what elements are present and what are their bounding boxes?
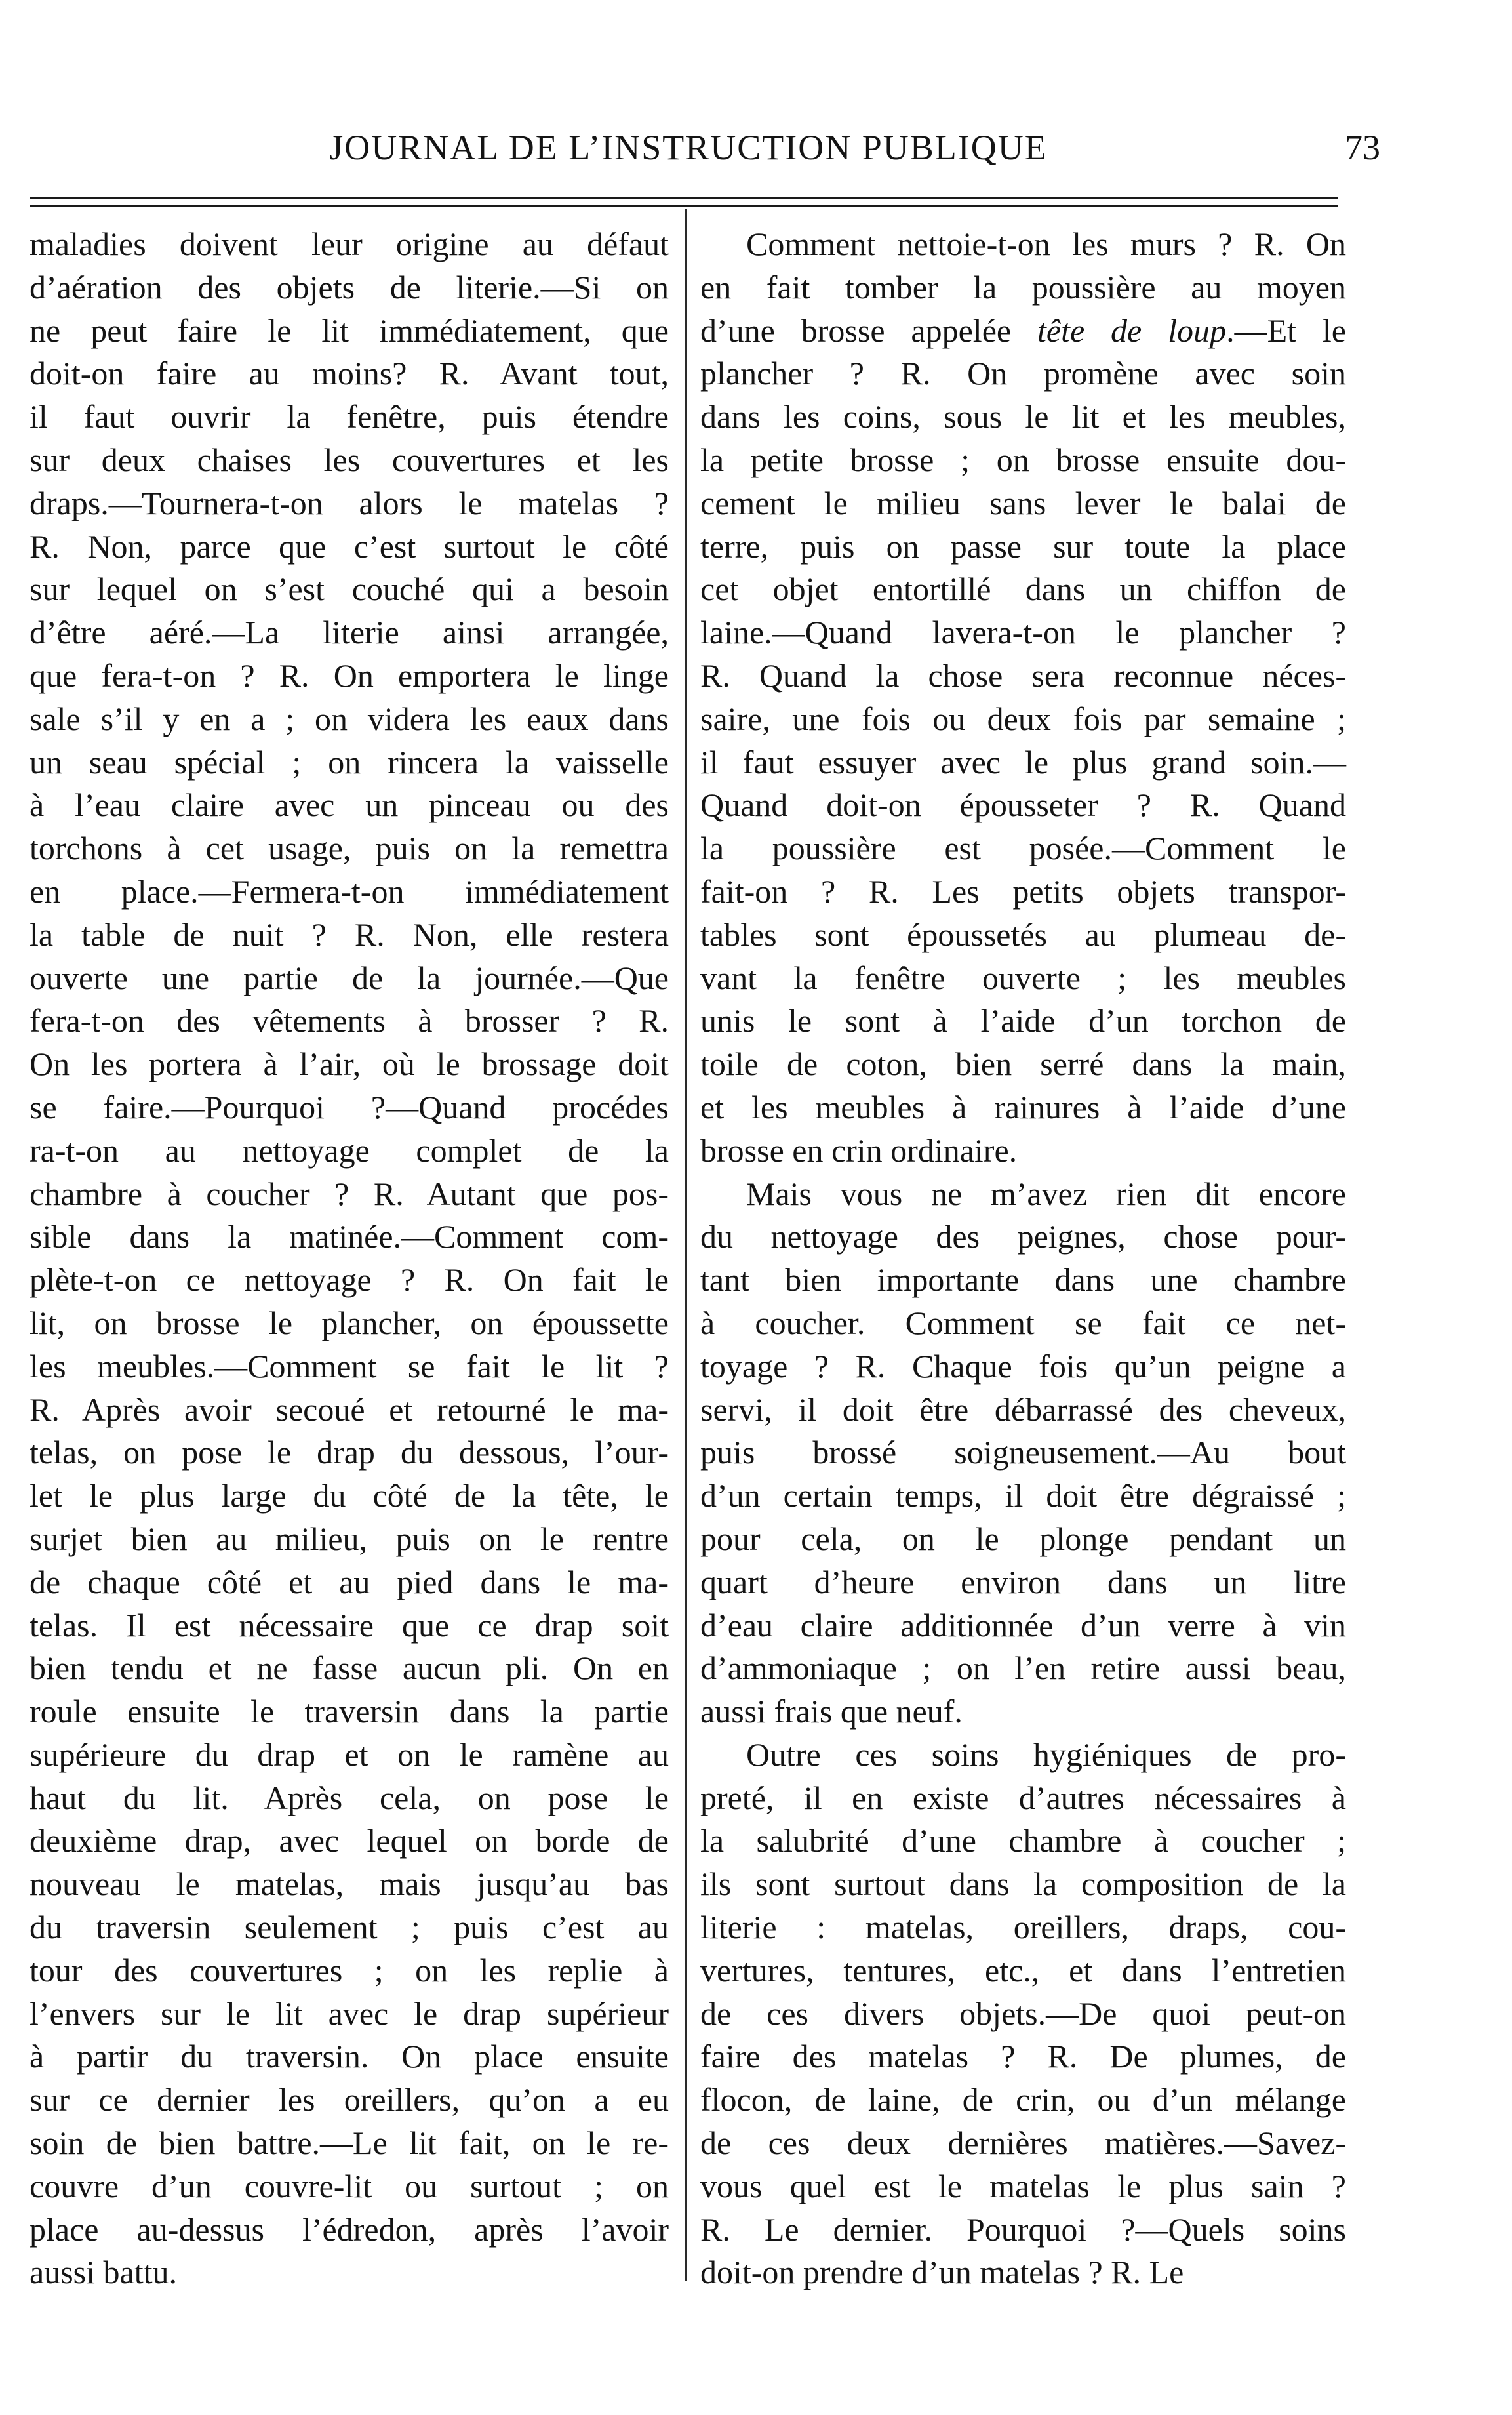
left-column-line: maladies doivent leur origine au défaut bbox=[30, 226, 669, 262]
right-column-line: pour cela, on le plonge pendant un bbox=[700, 1520, 1346, 1557]
left-column-line: telas, on pose le drap du dessous, l’our- bbox=[30, 1434, 669, 1471]
right-column-line: Outre ces soins hygiéniques de pro- bbox=[746, 1735, 1346, 1773]
right-column-line: tables sont époussetés au plumeau de- bbox=[700, 916, 1346, 953]
left-column-line: l’envers sur le lit avec le drap supérieur bbox=[30, 1995, 669, 2032]
right-column-line: aussi frais que neuf. bbox=[700, 1693, 963, 1730]
right-column-line: tant bien importante dans une chambre bbox=[700, 1261, 1346, 1299]
right-column-line: de ces deux dernières matières.—Savez- bbox=[700, 2124, 1346, 2162]
left-column-line: roule ensuite le traversin dans la partie bbox=[30, 1693, 669, 1730]
left-column-line: sur ce dernier les oreillers, qu’on a eu bbox=[30, 2081, 669, 2119]
right-column-line: unis le sont à l’aide d’un torchon de bbox=[700, 1002, 1346, 1040]
right-column-line: il faut essuyer avec le plus grand soin.— bbox=[700, 743, 1346, 781]
left-column-line: ne peut faire le lit immédiatement, que bbox=[30, 312, 669, 349]
left-column-line: les meubles.—Comment se fait le lit ? bbox=[30, 1347, 669, 1385]
right-column-line: flocon, de laine, de crin, ou d’un mélange bbox=[700, 2081, 1346, 2119]
page-header bbox=[0, 128, 1512, 187]
left-column-line: torchons à cet usage, puis on la remettra bbox=[30, 830, 669, 867]
right-column-line: cet objet entortillé dans un chiffon de bbox=[700, 571, 1346, 608]
left-column-line: chambre à coucher ? R. Autant que pos- bbox=[30, 1175, 669, 1212]
left-column-line: ouverte une partie de la journée.—Que bbox=[30, 959, 669, 996]
right-column-line: du nettoyage des peignes, chose pour- bbox=[700, 1218, 1346, 1255]
right-column-line: d’eau claire additionnée d’un verre à vin bbox=[700, 1606, 1346, 1644]
left-column-line: nouveau le matelas, mais jusqu’au bas bbox=[30, 1865, 669, 1903]
right-column-line: R. Quand la chose sera reconnue néces- bbox=[700, 657, 1346, 694]
right-column-line: quart d’heure environ dans un litre bbox=[700, 1563, 1346, 1600]
right-column-line: la salubrité d’une chambre à coucher ; bbox=[700, 1822, 1346, 1859]
left-column-line: sur deux chaises les couvertures et les bbox=[30, 441, 669, 478]
right-column-line: plancher ? R. On promène avec soin bbox=[700, 355, 1346, 392]
right-column-line: vous quel est le matelas le plus sain ? bbox=[700, 2167, 1346, 2204]
right-column-line: Mais vous ne m’avez rien dit encore bbox=[746, 1175, 1346, 1212]
left-column-line: bien tendu et ne fasse aucun pli. On en bbox=[30, 1650, 669, 1687]
left-column-line: un seau spécial ; on rincera la vaisselle bbox=[30, 743, 669, 781]
right-column-line: de ces divers objets.—De quoi peut-on bbox=[700, 1995, 1346, 2032]
left-column-line: ra-t-on au nettoyage complet de la bbox=[30, 1131, 669, 1169]
right-column-line: R. Le dernier. Pourquoi ?—Quels soins bbox=[700, 2210, 1346, 2248]
right-column-line: d’ammoniaque ; on l’en retire aussi beau, bbox=[700, 1650, 1346, 1687]
page-number: 73 bbox=[1345, 128, 1380, 167]
header-rule-bottom bbox=[30, 205, 1338, 207]
right-column-line: laine.—Quand lavera-t-on le plancher ? bbox=[700, 614, 1346, 651]
left-column-line: d’être aéré.—La literie ainsi arrangée, bbox=[30, 614, 669, 651]
left-column-line: haut du lit. Après cela, on pose le bbox=[30, 1779, 669, 1816]
left-column-line: sible dans la matinée.—Comment com- bbox=[30, 1218, 669, 1255]
right-column-line: ils sont surtout dans la composition de la bbox=[700, 1865, 1346, 1903]
right-column-line: et les meubles à rainures à l’aide d’une bbox=[700, 1088, 1346, 1126]
left-column-line: à l’eau claire avec un pinceau ou des bbox=[30, 786, 669, 824]
left-column-line: lit, on brosse le plancher, on époussette bbox=[30, 1304, 669, 1341]
left-column-line: du traversin seulement ; puis c’est au bbox=[30, 1909, 669, 1946]
header-rule-top bbox=[30, 197, 1338, 199]
right-column-line: servi, il doit être débarrassé des cheveux, bbox=[700, 1390, 1346, 1428]
left-column-line: draps.—Tournera-t-on alors le matelas ? bbox=[30, 484, 669, 521]
left-column-line: supérieure du drap et on le ramène au bbox=[30, 1735, 669, 1773]
left-column bbox=[30, 223, 669, 2294]
left-column-line: que fera-t-on ? R. On emportera le linge bbox=[30, 657, 669, 694]
left-column-line: aussi battu. bbox=[30, 2254, 177, 2291]
right-column-line: puis brossé soigneusement.—Au bout bbox=[700, 1434, 1346, 1471]
right-column-line: saire, une fois ou deux fois par semaine ; bbox=[700, 700, 1346, 737]
left-column-line: se faire.—Pourquoi ?—Quand procédes bbox=[30, 1088, 669, 1126]
left-column-line: surjet bien au milieu, puis on le rentre bbox=[30, 1520, 669, 1557]
left-column-line: d’aération des objets de literie.—Si on bbox=[30, 268, 669, 306]
right-column-line: terre, puis on passe sur toute la place bbox=[700, 527, 1346, 565]
left-column-line: place au-dessus l’édredon, après l’avoir bbox=[30, 2210, 669, 2248]
right-column-line: la poussière est posée.—Comment le bbox=[700, 830, 1346, 867]
right-column-line: à coucher. Comment se fait ce net- bbox=[700, 1304, 1346, 1341]
right-column-line: toile de coton, bien serré dans la main, bbox=[700, 1045, 1346, 1083]
right-column-line: en fait tomber la poussière au moyen bbox=[700, 268, 1346, 306]
right-column-line: preté, il en existe d’autres nécessaires à bbox=[700, 1779, 1346, 1816]
journal-title: JOURNAL DE L’INSTRUCTION PUBLIQUE bbox=[329, 128, 1048, 167]
left-column-line: deuxième drap, avec lequel on borde de bbox=[30, 1822, 669, 1859]
right-column-line: literie : matelas, oreillers, draps, cou- bbox=[700, 1909, 1346, 1946]
left-column-line: en place.—Fermera-t-on immédiatement bbox=[30, 872, 669, 910]
left-column-line: plète-t-on ce nettoyage ? R. On fait le bbox=[30, 1261, 669, 1299]
left-column-line: il faut ouvrir la fenêtre, puis étendre bbox=[30, 398, 669, 436]
left-column-line: sur lequel on s’est couché qui a besoin bbox=[30, 571, 669, 608]
right-column-line: vant la fenêtre ouverte ; les meubles bbox=[700, 959, 1346, 996]
right-column-line: toyage ? R. Chaque fois qu’un peigne a bbox=[700, 1347, 1346, 1385]
left-column-line: soin de bien battre.—Le lit fait, on le re- bbox=[30, 2124, 669, 2162]
left-column-line: à partir du traversin. On place ensuite bbox=[30, 2038, 669, 2075]
right-column-line: faire des matelas ? R. De plumes, de bbox=[700, 2038, 1346, 2075]
left-column-line: la table de nuit ? R. Non, elle restera bbox=[30, 916, 669, 953]
left-column-line: R. Après avoir secoué et retourné le ma- bbox=[30, 1390, 669, 1428]
right-column-line: vertures, tentures, etc., et dans l’entretien bbox=[700, 1951, 1346, 1989]
right-column-line: la petite brosse ; on brosse ensuite dou- bbox=[700, 441, 1346, 478]
right-column-line: cement le milieu sans lever le balai de bbox=[700, 484, 1346, 521]
right-column-line: Comment nettoie-t-on les murs ? R. On bbox=[746, 226, 1346, 262]
left-column-line: couvre d’un couvre-lit ou surtout ; on bbox=[30, 2167, 669, 2204]
right-column bbox=[700, 223, 1346, 2294]
italic-term: tête de loup bbox=[1037, 312, 1227, 349]
right-column-line: fait-on ? R. Les petits objets transpor- bbox=[700, 872, 1346, 910]
left-column-line: On les portera à l’air, où le brossage doit bbox=[30, 1045, 669, 1083]
right-column-line: Quand doit-on épousseter ? R. Quand bbox=[700, 786, 1346, 824]
right-column-line: d’un certain temps, il doit être dégraissé ; bbox=[700, 1477, 1346, 1514]
left-column-line: telas. Il est nécessaire que ce drap soit bbox=[30, 1606, 669, 1644]
right-column-line: doit-on prendre d’un matelas ? R. Le bbox=[700, 2254, 1184, 2291]
right-column-line: brosse en crin ordinaire. bbox=[700, 1131, 1018, 1169]
left-column-line: let le plus large du côté de la tête, le bbox=[30, 1477, 669, 1514]
left-column-line: tour des couvertures ; on les replie à bbox=[30, 1951, 669, 1989]
left-column-line: fera-t-on des vêtements à brosser ? R. bbox=[30, 1002, 669, 1040]
left-column-line: R. Non, parce que c’est surtout le côté bbox=[30, 527, 669, 565]
left-column-line: doit-on faire au moins? R. Avant tout, bbox=[30, 355, 669, 392]
column-divider bbox=[685, 209, 687, 2281]
left-column-line: de chaque côté et au pied dans le ma- bbox=[30, 1563, 669, 1600]
left-column-line: sale s’il y en a ; on videra les eaux dans bbox=[30, 700, 669, 737]
right-column-line: d’une brosse appelée tête de loup.—Et le bbox=[700, 312, 1346, 349]
right-column-line: dans les coins, sous le lit et les meubles, bbox=[700, 398, 1346, 436]
